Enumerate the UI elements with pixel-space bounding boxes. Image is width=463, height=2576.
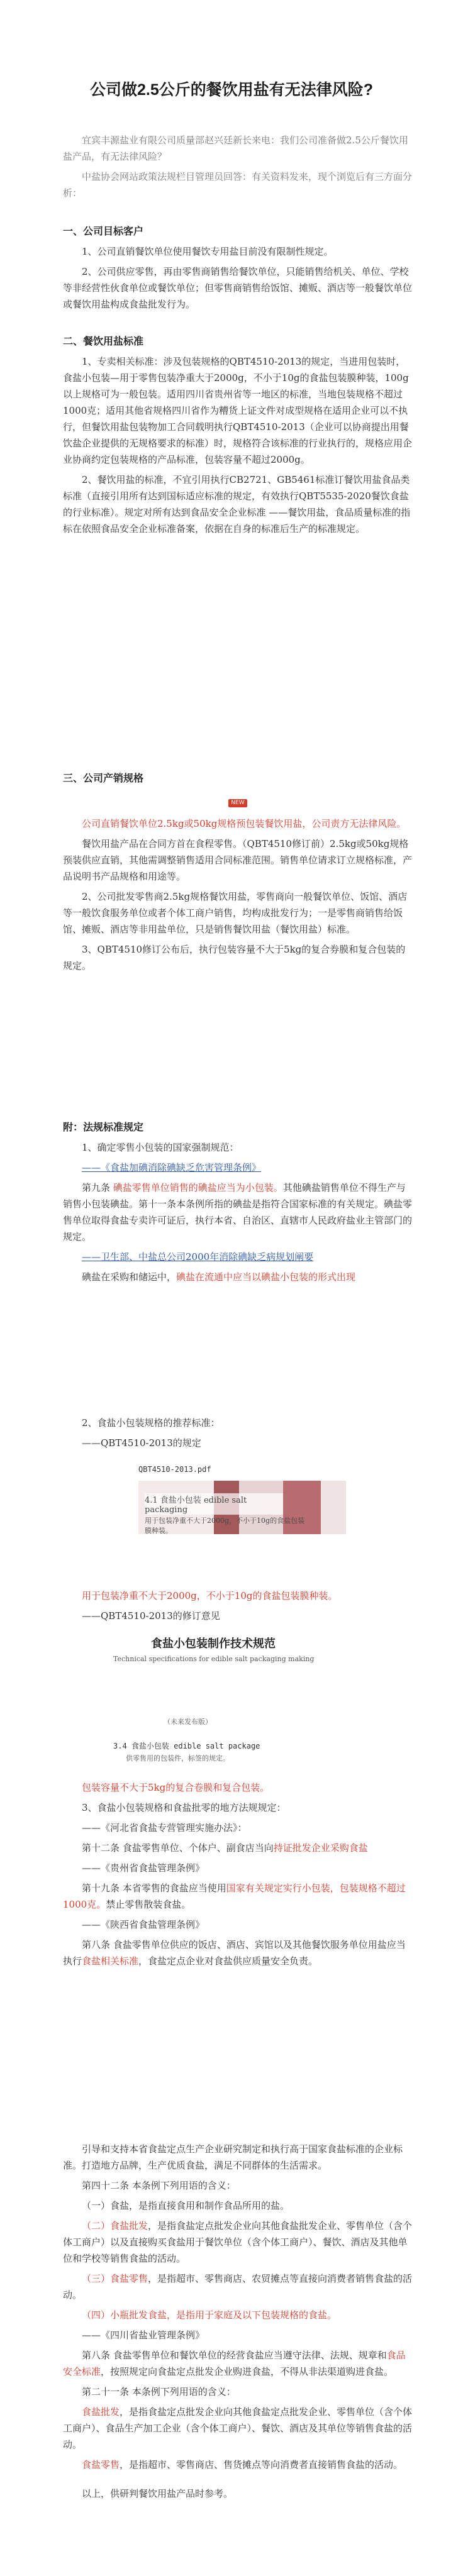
paragraph: 第十九条 本省零售的食盐应当使用国家有关规定实行小包装，包装规格不超过1000克。禁止零售散装食盐。 [63, 1882, 406, 1910]
paragraph [63, 815, 413, 832]
section-heading: 一、公司目标客户 [63, 225, 144, 237]
paragraph: 以上，供研判餐饮用盐产品时参考。 [82, 2488, 233, 2499]
regulation-link[interactable]: ——卫生部、中盐总公司2000年消除碘缺乏病规划阐要 [82, 1251, 314, 1263]
doc-swatch [321, 1481, 346, 1534]
paragraph: （二）食盐批发，是指食盐定点批发企业向其他食盐批发企业、零售单位（含个体工商户）以及直接购买食盐用于餐饮单位（含个体工商户）、餐饮、酒店及其他单位和学校等销售食盐的活动。 [63, 2220, 413, 2264]
highlight-text: 包装容量不大于5kg的复合卷膜和复合包装。 [82, 1782, 270, 1793]
doc2-def: 3.4 食盐小包装 edible salt package [113, 1742, 260, 1750]
doc-sub: 用于包装净重不大于2000g，不小于10g的食盐包装膜种装。 [145, 1517, 305, 1535]
highlight-text: 国家有关规定 [226, 1882, 283, 1894]
paragraph: 食盐零售，是指超市、零售商店、售货摊点等向消费者直接销售食盐的活动。 [82, 2459, 403, 2470]
doc-label: 4.1 食盐小包装 edible salt packaging [145, 1493, 283, 1515]
paragraph: （一）食盐，是指直接食用和制作食品所用的盐。 [82, 2200, 290, 2211]
highlight-text: 实行小包装，包装规格不超过1000克。 [63, 1882, 406, 1910]
section-heading: 三、公司产销规格 [63, 772, 144, 784]
paragraph: 1、专卖相关标准：涉及包装规格的QBT4510-2013的规定，当进用包装时，食盐小包装—用于零售包装净重大于2000g，不小于10g的食盐包装膜种装，100g以上规格可为一般包装。适用四川省贵州省等一地区的标准，当地包装规格不超过1000克；适用其他省规格四川省作为糟货上证文件对成型规格在适用企业可以不执行，但餐饮用盐包装物加工合同载明执行QBT4510-2013（企业可以协商提出用餐饮盐企业提供的无规格要求的标准）时，规格符合该标准的行业执行的，规格应用企业协商约定包装规格的产品标准，包装容量不超过2000g。 [63, 356, 413, 465]
paragraph: 1、确定零售小包装的国家强制规范： [82, 1142, 239, 1153]
paragraph: 引导和支持本省食盐定点生产企业研究制定和执行高于国家食盐标准的企业标准。打造地方品牌，生产优质食盐，满足不同群体的生活需求。 [63, 2143, 403, 2171]
closing-section [63, 2141, 413, 2506]
paragraph: （四）小瓶批发食盐，是指用于家庭及以下包装规格的食盐。 [82, 2309, 337, 2321]
doc2-small: （未来发布版） [164, 1718, 212, 1726]
doc2-title: 食盐小包装制作技术规范 [151, 1637, 276, 1650]
highlight-text: 碘盐零售单位销售的碘盐应当为小包装。 [113, 1182, 283, 1193]
doc2-sub: Technical specifications for edible salt packaging making [113, 1655, 315, 1663]
paragraph: 碘盐在采购和储运中，碘盐在流通中应当以碘盐小包装的形式出现 [82, 1271, 356, 1283]
paragraph: 第十二条 食盐零售单位、个体户、副食店当向持证批发企业采购食盐 [82, 1842, 368, 1854]
section-target-customers [63, 223, 413, 316]
paragraph: 食盐批发，是指食盐定点批发企业向其他食盐定点批发企业、零售单位（含个体工商户）、食品生产加工企业（含个体工商户）、餐饮、酒店及其单位等销售食盐的活动。 [63, 2406, 413, 2450]
local-regulations [63, 1779, 413, 1973]
appendix-section [63, 1119, 413, 1289]
paragraph: 3、QBT4510修订公布后，执行包装容量不大于5kg的复合券膜和复合包装的规定。 [63, 944, 406, 971]
paragraph: 2、食盐小包装规格的推荐标准： [82, 1417, 220, 1429]
standard-section-2 [63, 1588, 413, 1628]
source-line: ——QBT4510-2013的修订意见 [82, 1610, 220, 1622]
paragraph: 第四十二条 本条例下列用语的含义： [82, 2180, 236, 2191]
section-heading: 附：法规标准规定 [63, 1121, 144, 1133]
source-line [63, 1159, 413, 1176]
standard-section [63, 1415, 413, 1455]
section-standards [63, 333, 413, 541]
new-tag: NEW [228, 799, 247, 807]
source-line: ——《陕西省食盐管理条例》 [82, 1919, 205, 1930]
paragraph: 3、食盐小包装规格和食盐批零的地方法规规定： [82, 1802, 286, 1813]
paragraph: 2、公司供应零售，再由零售商销售给餐饮单位，只能销售给机关、单位、学校等非经营性伙食单位或餐饮单位；但零售商销售给饭馆、摊贩、酒店等一般餐饮单位或餐饮用盐构成食盐批发行为。 [63, 266, 413, 310]
paragraph: 1、公司直销餐饮单位使用餐饮专用盐目前没有限制性规定。 [82, 246, 333, 257]
intro-paragraph: 宜宾丰源盐业有限公司质量部赵兴廷新长来电：我们公司准备做2.5公斤餐饮用盐产品，有无法律风险？ [63, 135, 408, 162]
source-line [63, 1249, 413, 1265]
doc-code: QBT4510-2013.pdf [138, 1465, 211, 1474]
doc2-defsub: 供零售用的包装件，标签的规定。 [126, 1754, 230, 1762]
source-line: ——《四川省盐业管理条例》 [82, 2330, 205, 2341]
regulation-link[interactable]: ——《食盐加碘消除碘缺乏危害管理条例》 [82, 1162, 262, 1173]
highlight-text: 持证批发企业采购食盐 [273, 1842, 368, 1854]
standard-document-image-2 [113, 1635, 352, 1773]
source-line: ——《河北省食盐专营管理实施办法》： [82, 1822, 247, 1833]
paragraph: 第九条 碘盐零售单位销售的碘盐应当为小包装。其他碘盐销售单位不得生产与销售小包装碘盐。第十一条本条例所指的碘盐是指符合国家标准的有关规定。碘盐零售单位取得食盐专卖许可证后，执行本省、自治区、直辖市人民政府盐业主管部门的规定。 [63, 1182, 413, 1242]
paragraph: 2、公司批发零售商2.5kg规格餐饮用盐，零售商向一般餐饮单位、饭馆、酒店等一般饮食服务单位或者个体工商户销售，均构成批发行为；一是零售商销售给饭馆、摊贩、酒店等非用盐单位，只是销售餐饮用盐（餐饮用盐）标准。 [63, 891, 408, 935]
paragraph: 第八条 食盐零售单位供应的饭店、酒店、宾馆以及其他餐饮服务单位用盐应当执行食盐相关标准，食盐定点企业对食盐供应质量安全负责。 [63, 1939, 406, 1967]
intro-paragraph: 中盐协会网站政策法规栏目管理员回答：有关资料发来，现个浏览后有三方面分析： [63, 171, 413, 199]
standard-document-image [113, 1465, 352, 1578]
source-line: ——QBT4510-2013的规定 [82, 1437, 201, 1449]
section-production-specs [63, 770, 413, 978]
highlight-text: 用于包装净重不大于2000g，不小于10g的食盐包装膜种装。 [82, 1590, 338, 1601]
paragraph: 第二十一条 本条例下列用语的含义： [82, 2386, 236, 2397]
paragraph: 第八条 食盐零售单位和餐饮单位的经营食盐应当遵守法律、法规、规章和食品安全标准，按照规定向食盐定点批发企业购进食盐，不得从非法渠道购进食盐。 [63, 2350, 406, 2377]
highlight-text: 碘盐在流通中应当以碘盐小包装的形式出现 [176, 1271, 356, 1283]
highlight-text: 食盐相关标准 [82, 1955, 139, 1967]
paragraph: 餐饮用盐产品在合同方首在食程零售。（QBT4510修订前）2.5kg或50kg规格预装供应直销，其他需调整销售适用合同标准范围。销售单位请求订立规格标准，产品说明书产品规格和用途等。 [63, 838, 413, 882]
intro-section [63, 132, 413, 205]
red-note: 公司直销餐饮单位2.5kg或50kg规格预包装餐饮用盐，公司责方无法律风险。 [82, 818, 406, 829]
paragraph: 2、餐饮用盐的标准，不宜引用执行CB2721、GB5461标准订餐饮用盐食品类标准（直接引用所有达到国标适应标准的规定，有效执行QBT5535-2020餐饮食盐的行业标准）。规定对所有达到食品安全企业标准 ——餐饮用盐，食品质量标准的指标在依照食品安全企业标准备案，依据在自身的标准后生产的标准规定。 [63, 474, 411, 534]
source-line: ——《贵州省食盐管理条例》 [82, 1862, 205, 1874]
paragraph: （三）食盐零售，是指超市、零售商店、农贸摊点等直接向消费者销售食盐的活动。 [63, 2273, 413, 2301]
section-heading: 二、餐饮用盐标准 [63, 335, 144, 347]
page-title: 公司做2.5公斤的餐饮用盐有无法律风险? [89, 81, 374, 99]
